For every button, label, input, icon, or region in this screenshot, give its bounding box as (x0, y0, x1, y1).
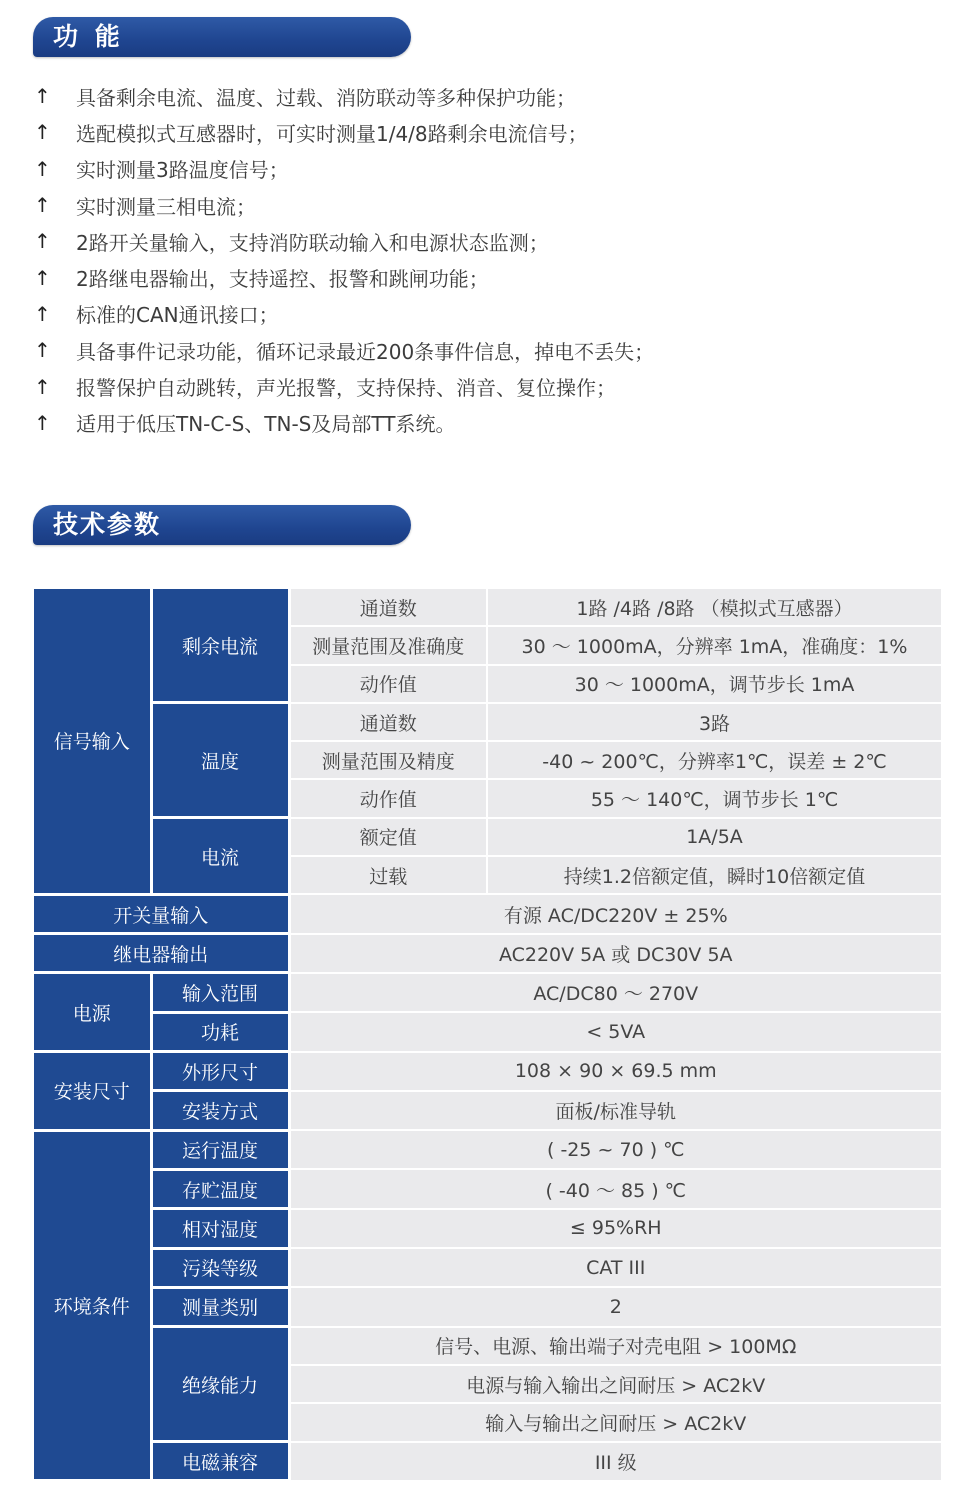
param-value: ≤ 95%RH (289, 1209, 942, 1248)
table-row (34, 1091, 942, 1130)
param-value: 信号、电源、输出端子对壳电阻 > 100MΩ (289, 1327, 942, 1365)
table-row (34, 1209, 942, 1248)
table-row (34, 1052, 942, 1091)
param-value: 输入与输出之间耐压 > AC2kV (289, 1403, 942, 1441)
param-value: < 5VA (289, 1012, 942, 1051)
param-value: AC/DC80 ～ 270V (289, 973, 942, 1012)
param-value: ( -25 ~ 70 ) ℃ (289, 1130, 942, 1169)
table-row (34, 703, 942, 741)
list-item (32, 187, 654, 223)
arrow-up-icon: ↑ (34, 410, 51, 435)
param-value: 30 ～ 1000mA，调节步长 1mA (487, 665, 942, 703)
category-switch-input: 开关量输入 (34, 894, 289, 933)
table-row (34, 934, 942, 973)
arrow-up-icon: ↑ (34, 156, 51, 181)
table-row (34, 973, 942, 1012)
param-value: 3路 (487, 703, 942, 741)
function-text: 2路继电器输出，支持遥控、报警和跳闸功能； (76, 267, 489, 292)
functions-list (32, 78, 654, 441)
category-relay-output: 继电器输出 (34, 934, 289, 973)
param-value: CAT III (289, 1248, 942, 1287)
param-name: 通道数 (289, 589, 487, 626)
category-install-size: 安装尺寸 (34, 1052, 151, 1131)
param-value: 30 ～ 1000mA，分辨率 1mA，准确度：1% (487, 626, 942, 664)
param-value: ( -40 ～ 85 ) ℃ (289, 1169, 942, 1208)
arrow-up-icon: ↑ (34, 84, 51, 109)
param-name: 相对湿度 (151, 1209, 289, 1248)
table-row (34, 589, 942, 626)
subcategory-current: 电流 (151, 818, 289, 895)
function-text: 具备剩余电流、温度、过载、消防联动等多种保护功能； (76, 85, 576, 110)
function-text: 2路开关量输入，支持消防联动输入和电源状态监测； (76, 230, 549, 255)
table-row (34, 1169, 942, 1208)
function-text: 适用于低压TN-C-S、TN-S及局部TT系统。 (76, 412, 456, 437)
param-name: 电磁兼容 (151, 1442, 289, 1481)
param-name: 额定值 (289, 818, 487, 856)
arrow-up-icon: ↑ (34, 265, 51, 290)
param-name: 测量范围及准确度 (289, 626, 487, 664)
function-text: 实时测量3路温度信号； (76, 158, 289, 183)
table-row (34, 1248, 942, 1287)
arrow-up-icon: ↑ (34, 120, 51, 145)
function-text: 标准的CAN通讯接口； (76, 303, 279, 328)
param-name: 安装方式 (151, 1091, 289, 1130)
list-item (32, 223, 654, 259)
param-name: 绝缘能力 (151, 1327, 289, 1442)
list-item (32, 114, 654, 150)
table-row (34, 1327, 942, 1365)
table-row (34, 818, 942, 856)
specs-section-title: 技术参数 (33, 505, 411, 545)
list-item (32, 296, 654, 332)
param-value: 有源 AC/DC220V ± 25% (289, 894, 942, 933)
spec-table (34, 589, 943, 1482)
arrow-up-icon: ↑ (34, 338, 51, 363)
list-item (32, 259, 654, 295)
param-value: 2 (289, 1287, 942, 1326)
function-text: 实时测量三相电流； (76, 194, 256, 219)
param-value: 面板/标准导轨 (289, 1091, 942, 1130)
function-text: 选配模拟式互感器时，可实时测量1/4/8路剩余电流信号； (76, 121, 588, 146)
param-name: 存贮温度 (151, 1169, 289, 1208)
param-name: 输入范围 (151, 973, 289, 1012)
param-name: 动作值 (289, 779, 487, 817)
function-text: 具备事件记录功能，循环记录最近200条事件信息，掉电不丢失； (76, 339, 655, 364)
param-value: 持续1.2倍额定值，瞬时10倍额定值 (487, 856, 942, 894)
table-row (34, 1287, 942, 1326)
param-value: 1A/5A (487, 818, 942, 856)
table-row (34, 894, 942, 933)
param-value: 1路 /4路 /8路 （模拟式互感器） (487, 589, 942, 626)
param-name: 功耗 (151, 1012, 289, 1051)
param-name: 过载 (289, 856, 487, 894)
arrow-up-icon: ↑ (34, 374, 51, 399)
arrow-up-icon: ↑ (34, 193, 51, 218)
param-value: AC220V 5A 或 DC30V 5A (289, 934, 942, 973)
param-name: 测量范围及精度 (289, 741, 487, 779)
param-name: 污染等级 (151, 1248, 289, 1287)
param-name: 通道数 (289, 703, 487, 741)
param-value: III 级 (289, 1442, 942, 1481)
table-row (34, 1130, 942, 1169)
subcategory-temperature: 温度 (151, 703, 289, 818)
param-name: 运行温度 (151, 1130, 289, 1169)
list-item (32, 405, 654, 441)
function-text: 报警保护自动跳转，声光报警，支持保持、消音、复位操作； (76, 376, 616, 401)
functions-section-title: 功 能 (33, 17, 411, 57)
param-value: 电源与输入输出之间耐压 > AC2kV (289, 1365, 942, 1403)
table-row (34, 1442, 942, 1481)
param-name: 外形尺寸 (151, 1052, 289, 1091)
list-item (32, 151, 654, 187)
category-signal-input: 信号输入 (34, 589, 151, 894)
table-row (34, 1012, 942, 1051)
arrow-up-icon: ↑ (34, 229, 51, 254)
list-item (32, 332, 654, 368)
param-value: 55 ～ 140℃，调节步长 1℃ (487, 779, 942, 817)
list-item (32, 78, 654, 114)
category-environment: 环境条件 (34, 1130, 151, 1481)
category-power: 电源 (34, 973, 151, 1052)
param-value: 108 × 90 × 69.5 mm (289, 1052, 942, 1091)
param-name: 测量类别 (151, 1287, 289, 1326)
param-value: -40 ~ 200℃，分辨率1℃，误差 ± 2℃ (487, 741, 942, 779)
param-name: 动作值 (289, 665, 487, 703)
arrow-up-icon: ↑ (34, 301, 51, 326)
subcategory-residual-current: 剩余电流 (151, 589, 289, 703)
list-item (32, 368, 654, 404)
